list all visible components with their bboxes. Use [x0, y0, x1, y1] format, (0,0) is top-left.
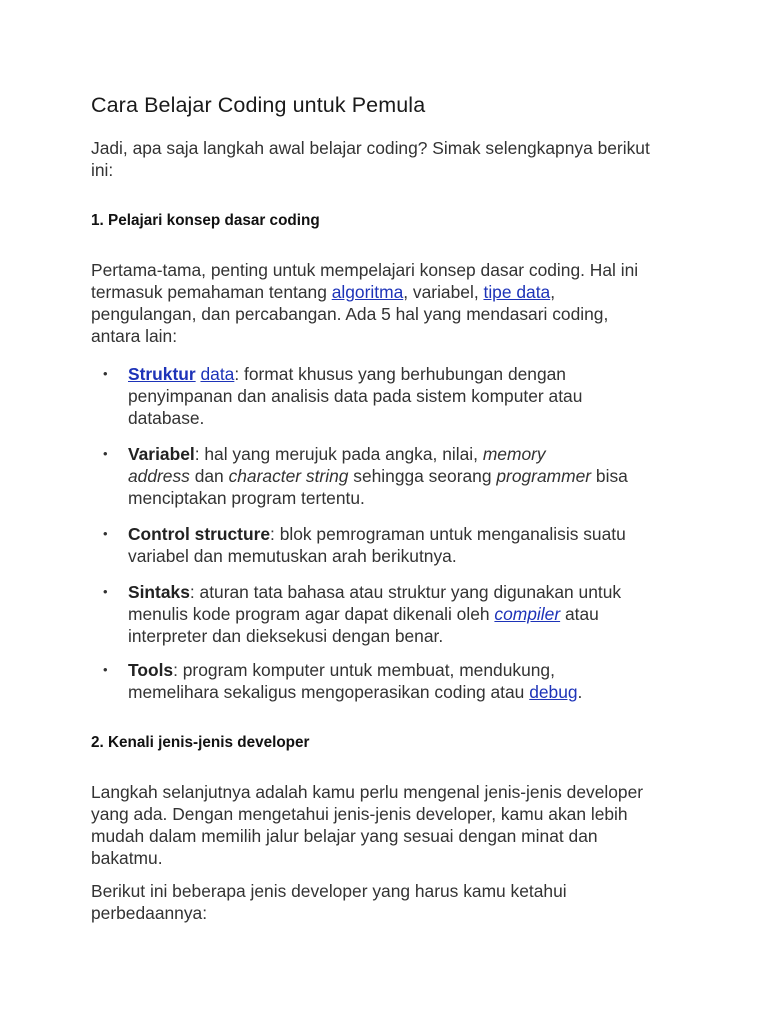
s1-line-3: pengulangan, dan percabangan. Ada 5 hal yang mendasari coding, — [91, 304, 609, 324]
item-3-line-2: variabel dan memutuskan arah berikutnya. — [128, 546, 457, 566]
debug-link[interactable]: debug — [529, 682, 578, 702]
tipe-data-link[interactable]: tipe data — [483, 282, 551, 302]
s2p2-line-2: perbedaannya: — [91, 903, 208, 923]
s1-line-4: antara lain: — [91, 326, 178, 346]
struktur-link[interactable]: Struktur — [128, 364, 196, 384]
section-2-paragraph-1 — [91, 781, 643, 869]
item-5-line-2b: . — [577, 682, 583, 702]
page-title: Cara Belajar Coding untuk Pemula — [91, 93, 426, 117]
data-link[interactable]: data — [200, 364, 235, 384]
item-4-line-2b: atau — [560, 604, 599, 624]
memory-emphasis: memory — [482, 444, 546, 464]
intro-paragraph — [91, 137, 650, 181]
item-5-line-2a: memelihara sekaligus mengoperasikan coding atau — [128, 682, 530, 702]
bullet-icon: • — [103, 446, 108, 461]
item-5-line-1: : program komputer untuk membuat, mendukung, — [173, 660, 555, 680]
item-4-line-2a: menulis kode program agar dapat dikenali oleh — [128, 604, 495, 624]
sintaks-term: Sintaks — [128, 582, 190, 602]
section-2-paragraph-2 — [91, 880, 567, 924]
section-2-heading: 2. Kenali jenis-jenis developer — [91, 734, 310, 751]
s1-line-2b: , variabel, — [403, 282, 484, 302]
bullet-icon: • — [103, 526, 108, 541]
s2p1-line-3: mudah dalam memilih jalur belajar yang sesuai dengan minat dan — [91, 826, 598, 846]
section-1-heading: 1. Pelajari konsep dasar coding — [91, 212, 320, 229]
intro-line-2: ini: — [91, 160, 114, 180]
s2p1-line-2: yang ada. Dengan mengetahui jenis-jenis developer, kamu akan lebih — [91, 804, 628, 824]
item-3-line-1: : blok pemrograman untuk menganalisis suatu — [270, 524, 626, 544]
s1-line-2c: , — [550, 282, 556, 302]
s1-line-1: Pertama-tama, penting untuk mempelajari konsep dasar coding. Hal ini — [91, 260, 639, 280]
item-4-line-1: : aturan tata bahasa atau struktur yang digunakan untuk — [189, 582, 622, 602]
item-2-line-2c: bisa — [591, 466, 628, 486]
section-1-paragraph — [91, 259, 638, 347]
item-2-line-2a: dan — [189, 466, 229, 486]
control-structure-term: Control structure — [128, 524, 271, 544]
bullet-icon: • — [103, 366, 108, 381]
s2p2-line-1: Berikut ini beberapa jenis developer yang harus kamu ketahui — [91, 881, 567, 901]
item-2-line-3: menciptakan program tertentu. — [128, 488, 365, 508]
bullet-icon: • — [103, 662, 108, 677]
s2p1-line-4: bakatmu. — [91, 848, 163, 868]
item-4-line-3: interpreter dan dieksekusi dengan benar. — [128, 626, 444, 646]
s1-line-2a: termasuk pemahaman tentang — [91, 282, 332, 302]
algoritma-link[interactable]: algoritma — [331, 282, 404, 302]
programmer-emphasis: programmer — [496, 466, 592, 486]
intro-line-1: Jadi, apa saja langkah awal belajar coding? Simak selengkapnya berikut — [91, 138, 650, 158]
variabel-term: Variabel — [128, 444, 195, 464]
item-2-line-2b: sehingga seorang — [348, 466, 497, 486]
address-emphasis: address — [128, 466, 190, 486]
item-2-line-1: : hal yang merujuk pada angka, nilai, — [194, 444, 483, 464]
tools-term: Tools — [128, 660, 174, 680]
item-1-line-1: : format khusus yang berhubungan dengan — [234, 364, 566, 384]
item-1-line-2: penyimpanan dan analisis data pada sistem komputer atau — [128, 386, 583, 406]
bullet-icon: • — [103, 584, 108, 599]
compiler-link[interactable]: compiler — [494, 604, 561, 624]
s2p1-line-1: Langkah selanjutnya adalah kamu perlu mengenal jenis-jenis developer — [91, 782, 644, 802]
character-string-emphasis: character string — [228, 466, 349, 486]
item-1-line-3: database. — [128, 408, 205, 428]
